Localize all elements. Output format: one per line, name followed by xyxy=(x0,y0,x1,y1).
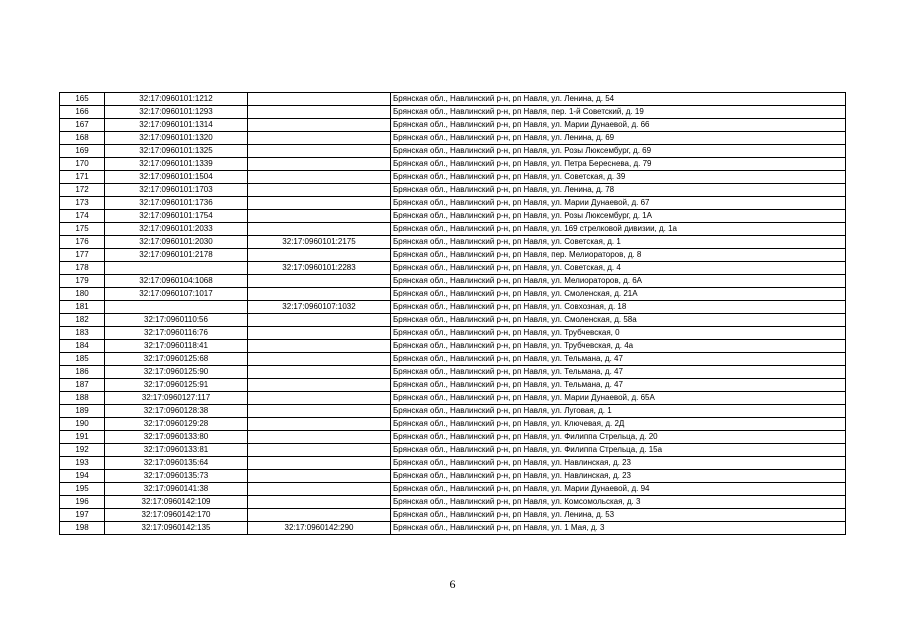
related-cadastral-number-cell: 32:17:0960107:1032 xyxy=(248,301,391,314)
cadastral-number-cell: 32:17:0960101:1754 xyxy=(105,210,248,223)
address-cell: Брянская обл., Навлинский р-н, рп Навля, ул. Филиппа Стрельца, д. 15а xyxy=(391,444,846,457)
row-number-cell: 193 xyxy=(60,457,105,470)
table-row xyxy=(60,314,846,327)
related-cadastral-number-cell xyxy=(248,132,391,145)
row-number-cell: 198 xyxy=(60,522,105,535)
address-cell: Брянская обл., Навлинский р-н, рп Навля, ул. Ключевая, д. 2Д xyxy=(391,418,846,431)
table-row xyxy=(60,340,846,353)
address-cell: Брянская обл., Навлинский р-н, рп Навля, ул. Навлинская, д. 23 xyxy=(391,470,846,483)
row-number-cell: 197 xyxy=(60,509,105,522)
related-cadastral-number-cell: 32:17:0960101:2175 xyxy=(248,236,391,249)
address-cell: Брянская обл., Навлинский р-н, рп Навля, ул. Ленина, д. 69 xyxy=(391,132,846,145)
address-cell: Брянская обл., Навлинский р-н, рп Навля, ул. Марии Дунаевой, д. 66 xyxy=(391,119,846,132)
related-cadastral-number-cell xyxy=(248,327,391,340)
address-cell: Брянская обл., Навлинский р-н, рп Навля, ул. 169 стрелковой дивизии, д. 1а xyxy=(391,223,846,236)
table-row xyxy=(60,392,846,405)
related-cadastral-number-cell xyxy=(248,314,391,327)
table-row xyxy=(60,145,846,158)
table-row xyxy=(60,223,846,236)
row-number-cell: 196 xyxy=(60,496,105,509)
related-cadastral-number-cell xyxy=(248,444,391,457)
table-row xyxy=(60,366,846,379)
related-cadastral-number-cell xyxy=(248,496,391,509)
related-cadastral-number-cell xyxy=(248,405,391,418)
cadastral-number-cell: 32:17:0960128:38 xyxy=(105,405,248,418)
cadastral-number-cell: 32:17:0960101:1314 xyxy=(105,119,248,132)
table-row xyxy=(60,106,846,119)
table-row xyxy=(60,93,846,106)
table-row xyxy=(60,184,846,197)
address-cell: Брянская обл., Навлинский р-н, рп Навля, ул. Розы Люксембург, д. 69 xyxy=(391,145,846,158)
table-row xyxy=(60,197,846,210)
address-cell: Брянская обл., Навлинский р-н, рп Навля, ул. Ленина, д. 53 xyxy=(391,509,846,522)
table-row xyxy=(60,249,846,262)
table-row xyxy=(60,444,846,457)
table-row xyxy=(60,457,846,470)
table-row xyxy=(60,431,846,444)
table-row xyxy=(60,132,846,145)
row-number-cell: 170 xyxy=(60,158,105,171)
row-number-cell: 166 xyxy=(60,106,105,119)
address-cell: Брянская обл., Навлинский р-н, рп Навля, ул. Советская, д. 39 xyxy=(391,171,846,184)
related-cadastral-number-cell xyxy=(248,119,391,132)
table-row xyxy=(60,418,846,431)
related-cadastral-number-cell xyxy=(248,275,391,288)
cadastral-number-cell: 32:17:0960110:56 xyxy=(105,314,248,327)
address-cell: Брянская обл., Навлинский р-н, рп Навля, ул. Трубчевская, д. 4а xyxy=(391,340,846,353)
cadastral-number-cell: 32:17:0960142:170 xyxy=(105,509,248,522)
cadastral-number-cell: 32:17:0960101:1736 xyxy=(105,197,248,210)
address-cell: Брянская обл., Навлинский р-н, рп Навля, ул. Луговая, д. 1 xyxy=(391,405,846,418)
related-cadastral-number-cell xyxy=(248,483,391,496)
table-row xyxy=(60,301,846,314)
table-row xyxy=(60,171,846,184)
related-cadastral-number-cell xyxy=(248,418,391,431)
cadastral-number-cell: 32:17:0960133:80 xyxy=(105,431,248,444)
address-cell: Брянская обл., Навлинский р-н, рп Навля, ул. Филиппа Стрельца, д. 20 xyxy=(391,431,846,444)
address-cell: Брянская обл., Навлинский р-н, рп Навля, ул. Тельмана, д. 47 xyxy=(391,366,846,379)
related-cadastral-number-cell xyxy=(248,223,391,236)
cadastral-number-cell: 32:17:0960107:1017 xyxy=(105,288,248,301)
table-row xyxy=(60,379,846,392)
address-cell: Брянская обл., Навлинский р-н, рп Навля, ул. Петра Береснева, д. 79 xyxy=(391,158,846,171)
row-number-cell: 189 xyxy=(60,405,105,418)
cadastral-number-cell: 32:17:0960125:90 xyxy=(105,366,248,379)
address-cell: Брянская обл., Навлинский р-н, рп Навля, ул. Марии Дунаевой, д. 67 xyxy=(391,197,846,210)
table-row xyxy=(60,405,846,418)
table-row xyxy=(60,119,846,132)
table-row xyxy=(60,522,846,535)
cadastral-number-cell: 32:17:0960101:1703 xyxy=(105,184,248,197)
cadastral-number-cell xyxy=(105,301,248,314)
cadastral-number-cell: 32:17:0960116:76 xyxy=(105,327,248,340)
row-number-cell: 191 xyxy=(60,431,105,444)
related-cadastral-number-cell xyxy=(248,197,391,210)
related-cadastral-number-cell xyxy=(248,210,391,223)
cadastral-number-cell xyxy=(105,262,248,275)
address-cell: Брянская обл., Навлинский р-н, рп Навля, ул. Трубчевская, 0 xyxy=(391,327,846,340)
row-number-cell: 183 xyxy=(60,327,105,340)
page-number: 6 xyxy=(449,577,456,591)
row-number-cell: 178 xyxy=(60,262,105,275)
related-cadastral-number-cell xyxy=(248,171,391,184)
table-row xyxy=(60,158,846,171)
row-number-cell: 184 xyxy=(60,340,105,353)
row-number-cell: 177 xyxy=(60,249,105,262)
address-cell: Брянская обл., Навлинский р-н, рп Навля, ул. Ленина, д. 78 xyxy=(391,184,846,197)
related-cadastral-number-cell xyxy=(248,366,391,379)
cadastral-number-cell: 32:17:0960133:81 xyxy=(105,444,248,457)
table-row xyxy=(60,275,846,288)
address-cell: Брянская обл., Навлинский р-н, рп Навля, ул. Тельмана, д. 47 xyxy=(391,379,846,392)
table-row xyxy=(60,509,846,522)
related-cadastral-number-cell xyxy=(248,431,391,444)
address-cell: Брянская обл., Навлинский р-н, рп Навля, ул. Тельмана, д. 47 xyxy=(391,353,846,366)
address-cell: Брянская обл., Навлинский р-н, рп Навля, ул. Совхозная, д. 18 xyxy=(391,301,846,314)
cadastral-number-cell: 32:17:0960101:1339 xyxy=(105,158,248,171)
cadastral-number-cell: 32:17:0960101:2033 xyxy=(105,223,248,236)
address-cell: Брянская обл., Навлинский р-н, рп Навля, ул. Комсомольская, д. 3 xyxy=(391,496,846,509)
row-number-cell: 176 xyxy=(60,236,105,249)
address-cell: Брянская обл., Навлинский р-н, рп Навля, ул. 1 Мая, д. 3 xyxy=(391,522,846,535)
related-cadastral-number-cell xyxy=(248,184,391,197)
cadastral-number-cell: 32:17:0960101:1325 xyxy=(105,145,248,158)
related-cadastral-number-cell: 32:17:0960142:290 xyxy=(248,522,391,535)
row-number-cell: 185 xyxy=(60,353,105,366)
table-row xyxy=(60,327,846,340)
row-number-cell: 174 xyxy=(60,210,105,223)
related-cadastral-number-cell xyxy=(248,288,391,301)
address-cell: Брянская обл., Навлинский р-н, рп Навля, ул. Навлинская, д. 23 xyxy=(391,457,846,470)
cadastral-number-cell: 32:17:0960101:2178 xyxy=(105,249,248,262)
row-number-cell: 182 xyxy=(60,314,105,327)
row-number-cell: 171 xyxy=(60,171,105,184)
related-cadastral-number-cell xyxy=(248,249,391,262)
cadastral-number-cell: 32:17:0960142:109 xyxy=(105,496,248,509)
cadastral-number-cell: 32:17:0960104:1068 xyxy=(105,275,248,288)
table-row xyxy=(60,496,846,509)
property-registry-table xyxy=(59,92,846,535)
related-cadastral-number-cell xyxy=(248,353,391,366)
cadastral-number-cell: 32:17:0960118:41 xyxy=(105,340,248,353)
table-row xyxy=(60,483,846,496)
row-number-cell: 186 xyxy=(60,366,105,379)
row-number-cell: 172 xyxy=(60,184,105,197)
related-cadastral-number-cell xyxy=(248,392,391,405)
table-row xyxy=(60,470,846,483)
row-number-cell: 188 xyxy=(60,392,105,405)
row-number-cell: 180 xyxy=(60,288,105,301)
address-cell: Брянская обл., Навлинский р-н, рп Навля, пер. 1-й Советский, д. 19 xyxy=(391,106,846,119)
row-number-cell: 187 xyxy=(60,379,105,392)
table-row xyxy=(60,288,846,301)
table-row xyxy=(60,236,846,249)
row-number-cell: 169 xyxy=(60,145,105,158)
row-number-cell: 194 xyxy=(60,470,105,483)
related-cadastral-number-cell xyxy=(248,340,391,353)
related-cadastral-number-cell xyxy=(248,470,391,483)
table-row xyxy=(60,210,846,223)
table-row xyxy=(60,262,846,275)
row-number-cell: 167 xyxy=(60,119,105,132)
cadastral-number-cell: 32:17:0960129:28 xyxy=(105,418,248,431)
address-cell: Брянская обл., Навлинский р-н, рп Навля, ул. Советская, д. 4 xyxy=(391,262,846,275)
table-row xyxy=(60,353,846,366)
row-number-cell: 195 xyxy=(60,483,105,496)
address-cell: Брянская обл., Навлинский р-н, рп Навля, ул. Мелиораторов, д. 6А xyxy=(391,275,846,288)
cadastral-number-cell: 32:17:0960125:68 xyxy=(105,353,248,366)
address-cell: Брянская обл., Навлинский р-н, рп Навля, ул. Советская, д. 1 xyxy=(391,236,846,249)
registry-table-body xyxy=(60,93,846,535)
cadastral-number-cell: 32:17:0960127:117 xyxy=(105,392,248,405)
related-cadastral-number-cell: 32:17:0960101:2283 xyxy=(248,262,391,275)
related-cadastral-number-cell xyxy=(248,457,391,470)
cadastral-number-cell: 32:17:0960135:64 xyxy=(105,457,248,470)
related-cadastral-number-cell xyxy=(248,509,391,522)
row-number-cell: 165 xyxy=(60,93,105,106)
address-cell: Брянская обл., Навлинский р-н, рп Навля, ул. Розы Люксембург, д. 1А xyxy=(391,210,846,223)
related-cadastral-number-cell xyxy=(248,145,391,158)
row-number-cell: 190 xyxy=(60,418,105,431)
row-number-cell: 173 xyxy=(60,197,105,210)
cadastral-number-cell: 32:17:0960141:38 xyxy=(105,483,248,496)
row-number-cell: 179 xyxy=(60,275,105,288)
row-number-cell: 181 xyxy=(60,301,105,314)
cadastral-number-cell: 32:17:0960135:73 xyxy=(105,470,248,483)
related-cadastral-number-cell xyxy=(248,93,391,106)
related-cadastral-number-cell xyxy=(248,379,391,392)
related-cadastral-number-cell xyxy=(248,106,391,119)
related-cadastral-number-cell xyxy=(248,158,391,171)
row-number-cell: 175 xyxy=(60,223,105,236)
address-cell: Брянская обл., Навлинский р-н, рп Навля, пер. Мелиораторов, д. 8 xyxy=(391,249,846,262)
cadastral-number-cell: 32:17:0960125:91 xyxy=(105,379,248,392)
cadastral-number-cell: 32:17:0960101:1320 xyxy=(105,132,248,145)
row-number-cell: 168 xyxy=(60,132,105,145)
row-number-cell: 192 xyxy=(60,444,105,457)
cadastral-number-cell: 32:17:0960142:135 xyxy=(105,522,248,535)
address-cell: Брянская обл., Навлинский р-н, рп Навля, ул. Ленина, д. 54 xyxy=(391,93,846,106)
cadastral-number-cell: 32:17:0960101:2030 xyxy=(105,236,248,249)
cadastral-number-cell: 32:17:0960101:1212 xyxy=(105,93,248,106)
address-cell: Брянская обл., Навлинский р-н, рп Навля, ул. Смоленская, д. 58а xyxy=(391,314,846,327)
address-cell: Брянская обл., Навлинский р-н, рп Навля, ул. Смоленская, д. 21А xyxy=(391,288,846,301)
cadastral-number-cell: 32:17:0960101:1504 xyxy=(105,171,248,184)
address-cell: Брянская обл., Навлинский р-н, рп Навля, ул. Марии Дунаевой, д. 65А xyxy=(391,392,846,405)
address-cell: Брянская обл., Навлинский р-н, рп Навля, ул. Марии Дунаевой, д. 94 xyxy=(391,483,846,496)
cadastral-number-cell: 32:17:0960101:1293 xyxy=(105,106,248,119)
